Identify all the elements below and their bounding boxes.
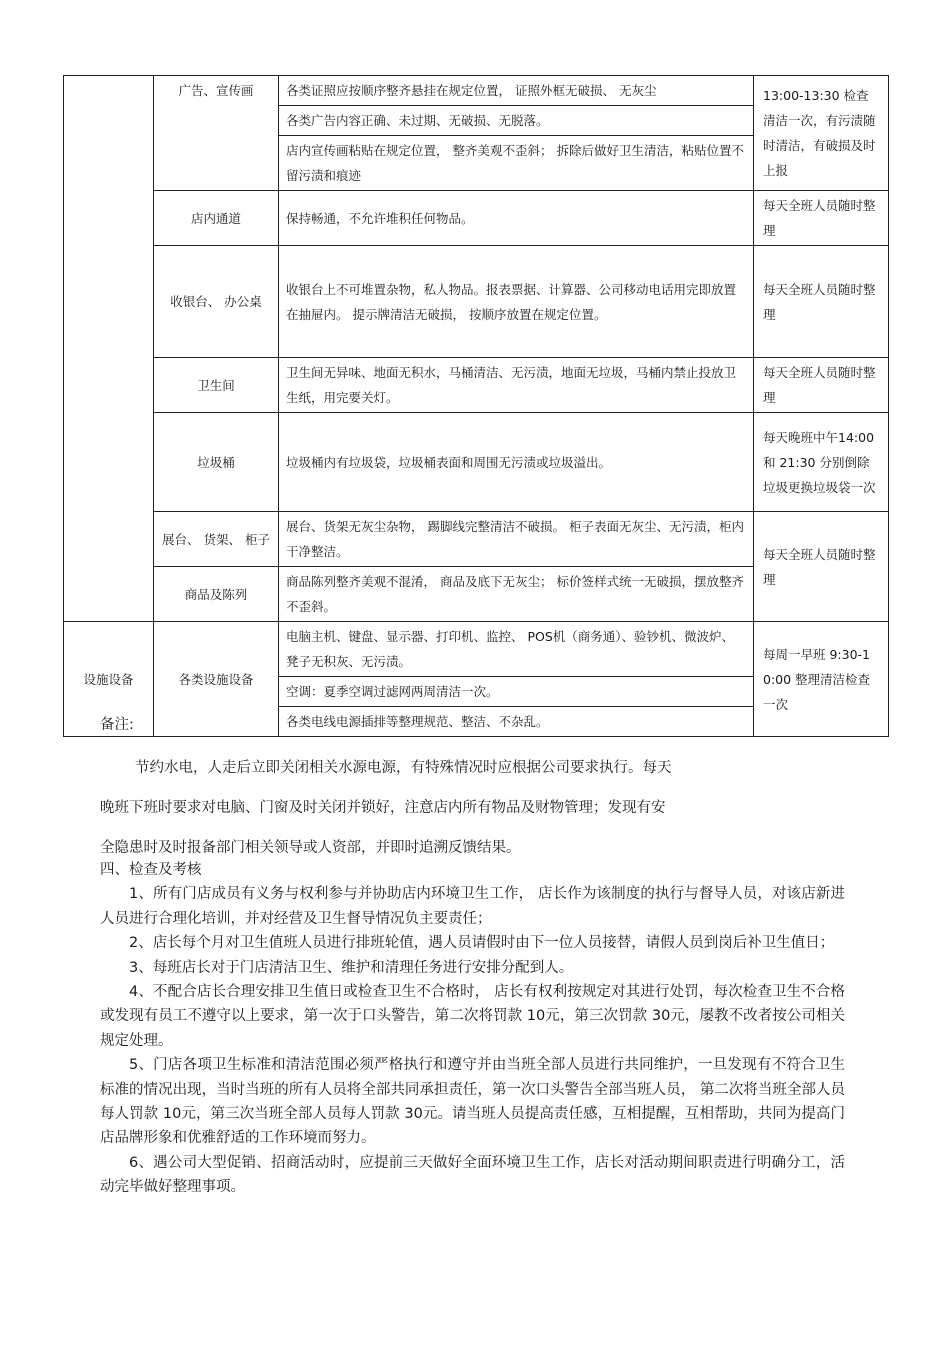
section-paragraph: 2、店长每个月对卫生值班人员进行排班轮值，遇人员请假时由下一位人员接替，请假人员到岗后补卫生值日；: [129, 935, 835, 952]
table-frequency: 每天全班人员随时整理: [754, 512, 889, 622]
table-item: 垃圾桶: [154, 413, 279, 512]
table-frequency: 每天全班人员随时整理: [754, 246, 889, 358]
section-heading: 四、检查及考核: [100, 862, 202, 878]
remarks-line: 晚班下班时要求对电脑、门窗及时关闭并锁好，注意店内所有物品及财物管理；发现有安: [100, 800, 666, 816]
section-paragraph: 4、不配合店长合理安排卫生值日或检查卫生不合格时， 店长有权利按规定对其进行处罚，每次检查卫生不合格或发现有员工不遵守以上要求，第一次于口头警告，第二次将罚款 10元，第三次罚款 30元，屡教不改者按公司相关规定处理。: [100, 984, 845, 1049]
table-item: 展台、 货架、 柜子: [154, 512, 279, 567]
table-frequency: 每周一早班 9:30-10:00 整理清洁检查一次: [754, 622, 889, 737]
table-requirement: 电脑主机、键盘、显示器、打印机、监控、 POS机（商务通）、验钞机、微波炉、凳子无积灰、无污渍。: [279, 622, 754, 677]
table-requirement: 店内宣传画粘贴在规定位置， 整齐美观不歪斜； 拆除后做好卫生清洁，粘贴位置不留污渍和痕迹: [279, 136, 754, 191]
table-frequency: 每天全班人员随时整理: [754, 191, 889, 246]
table-requirement: 各类广告内容正确、未过期、无破损、无脱落。: [279, 106, 754, 136]
table-requirement: 保持畅通，不允许堆积任何物品。: [279, 191, 754, 246]
table-item: 店内通道: [154, 191, 279, 246]
table-item: 卫生间: [154, 358, 279, 413]
table-frequency: 13:00-13:30 检查清洁一次，有污渍随时清洁，有破损及时上报: [754, 76, 889, 191]
table-requirement: 垃圾桶内有垃圾袋，垃圾桶表面和周围无污渍或垃圾溢出。: [279, 413, 754, 512]
section-inspection: [100, 858, 845, 1200]
table-item: 广告、宣传画: [154, 76, 279, 191]
table-requirement: 商品陈列整齐美观不混淆， 商品及底下无灰尘； 标价签样式统一无破损，摆放整齐不歪斜。: [279, 567, 754, 622]
table-frequency: 每天全班人员随时整理: [754, 358, 889, 413]
table-requirement: 展台、货架无灰尘杂物， 踢脚线完整清洁不破损。 柜子表面无灰尘、无污渍，柜内干净整洁。: [279, 512, 754, 567]
table-requirement: 收银台上不可堆置杂物，私人物品。报表票据、计算器、公司移动电话用完即放置在抽屉内。 提示牌清洁无破损， 按顺序放置在规定位置。: [279, 246, 754, 358]
table-requirement: 卫生间无异味、地面无积水，马桶清洁、无污渍，地面无垃圾，马桶内禁止投放卫生纸，用完要关灯。: [279, 358, 754, 413]
standards-table: [63, 75, 889, 737]
table-requirement: 各类电线电源插排等整理规范、整洁、不杂乱。: [279, 707, 754, 737]
table-item: 各类设施设备: [154, 622, 279, 737]
table-category: 设施设备: [64, 622, 154, 737]
category-cell-empty: [64, 76, 154, 622]
table-item: 收银台、 办公桌: [154, 246, 279, 358]
section-paragraph: 3、每班店长对于门店清洁卫生、维护和清理任务进行安排分配到人。: [129, 959, 574, 976]
section-paragraph: 1、所有门店成员有义务与权利参与并协助店内环境卫生工作， 店长作为该制度的执行与督导人员，对该店新进人员进行合理化培训，并对经营及卫生督导情况负主要责任；: [100, 886, 845, 927]
table-frequency: 每天晚班中午14:00 和 21:30 分别倒除垃圾更换垃圾袋一次: [754, 413, 889, 512]
table-requirement: 各类证照应按顺序整齐悬挂在规定位置， 证照外框无破损、 无灰尘: [279, 76, 754, 106]
remarks-line: 节约水电，人走后立即关闭相关水源电源，有特殊情况时应根据公司要求执行。每天: [135, 760, 672, 776]
section-paragraph: 6、遇公司大型促销、招商活动时，应提前三天做好全面环境卫生工作，店长对活动期间职责进行明确分工，活动完毕做好整理事项。: [100, 1154, 845, 1196]
section-paragraph: 5、门店各项卫生标准和清洁范围必须严格执行和遵守并由当班全部人员进行共同维护，一旦发现有不符合卫生标准的情况出现，当时当班的所有人员将全部共同承担责任，第一次口头警告全部当班人员， 第二次将当班全部人员每人罚款 10元，第三次当班全部人员每人罚款 30元。请当班人员提高责任感，互相提醒，互相帮助，共同为提高门店品牌形象和优雅舒适的工作环境而努力。: [100, 1057, 845, 1147]
table-requirement: 空调：夏季空调过滤网两周清洁一次。: [279, 677, 754, 707]
table-item: 商品及陈列: [154, 567, 279, 622]
remarks-line: 全隐患时及时报备部门相关领导或人资部，并即时追溯反馈结果。: [100, 840, 521, 856]
remarks-label: 备注:: [100, 717, 134, 733]
